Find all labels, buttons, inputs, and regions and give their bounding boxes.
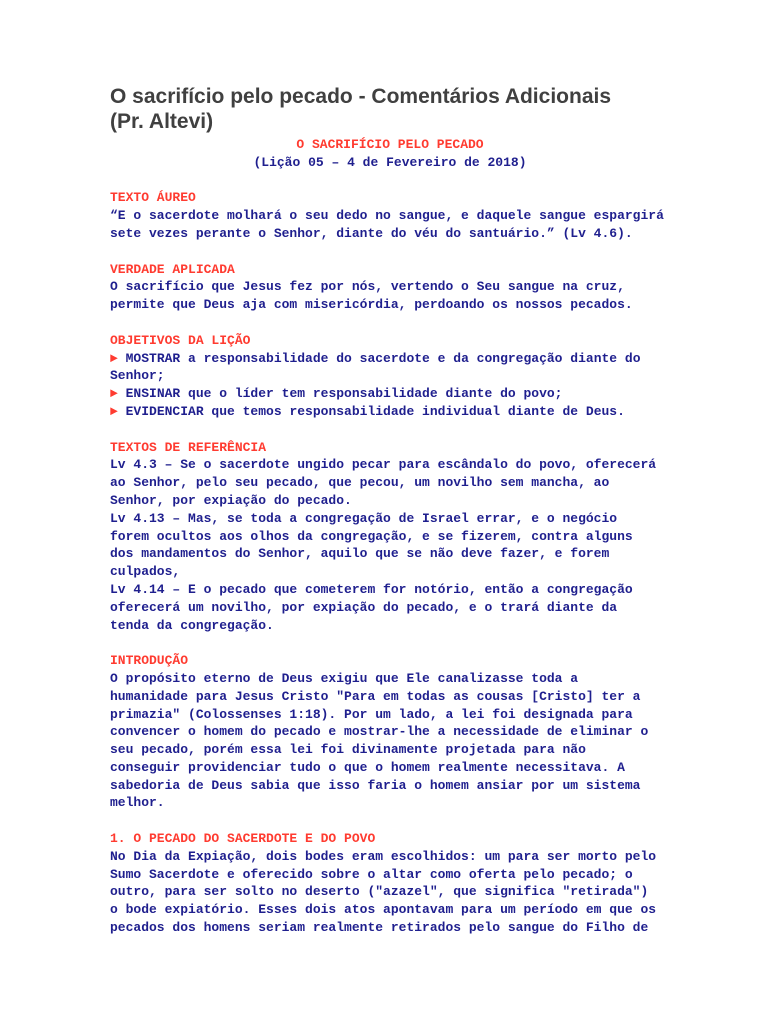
objetivo-item bbox=[110, 350, 670, 368]
referencia-line: dos mandamentos do Senhor, aquilo que se não deve fazer, e forem bbox=[110, 546, 610, 562]
referencia-line: Lv 4.14 – E o pecado que cometerem for notório, então a congregação bbox=[110, 581, 633, 597]
secao-1-line: pecados dos homens seriam realmente retirados pelo sangue do Filho de bbox=[110, 920, 649, 936]
objetivo-item bbox=[110, 403, 670, 421]
objetivo-text: EVIDENCIAR que temos responsabilidade individual diante de Deus. bbox=[117, 403, 625, 419]
document-page bbox=[110, 84, 670, 937]
texto-aureo-label: TEXTO ÁUREO bbox=[110, 190, 196, 206]
objetivo-text: ENSINAR que o líder tem responsabilidade diante do povo; bbox=[117, 386, 563, 402]
lesson-heading: O SACRIFÍCIO PELO PECADO bbox=[296, 137, 484, 152]
introducao-line: O propósito eterno de Deus exigiu que Ele canalizasse toda a bbox=[110, 670, 579, 686]
introducao-label: INTRODUÇÃO bbox=[110, 653, 189, 669]
document-title-line-1: O sacrifício pelo pecado - Comentários Adicionais bbox=[110, 85, 612, 108]
introducao-line: melhor. bbox=[110, 795, 165, 811]
verdade-aplicada-line: permite que Deus aja com misericórdia, perdoando os nossos pecados. bbox=[110, 297, 633, 313]
secao-1 bbox=[110, 830, 670, 937]
bullet-arrow-icon: ► bbox=[110, 403, 118, 419]
introducao-line: humanidade para Jesus Cristo "Para em todas as cousas [Cristo] ter a bbox=[110, 688, 641, 704]
document-title bbox=[110, 84, 670, 134]
textos-referencia-label: TEXTOS DE REFERÊNCIA bbox=[110, 439, 267, 455]
texto-aureo-section bbox=[110, 189, 670, 242]
referencia-line: ao Senhor, pelo seu pecado, que pecou, um novilho sem mancha, ao bbox=[110, 475, 610, 491]
objetivos-section bbox=[110, 332, 670, 421]
referencia-line: Lv 4.13 – Mas, se toda a congregação de Israel errar, e o negócio bbox=[110, 510, 618, 526]
objetivo-item-continuation: Senhor; bbox=[110, 368, 165, 384]
bullet-arrow-icon: ► bbox=[110, 350, 118, 366]
verdade-aplicada-line: O sacrifício que Jesus fez por nós, vertendo o Seu sangue na cruz, bbox=[110, 279, 625, 295]
referencia-line: forem ocultos aos olhos da congregação, e se fizerem, contra alguns bbox=[110, 528, 633, 544]
referencia-line: tenda da congregação. bbox=[110, 617, 274, 633]
secao-1-line: No Dia da Expiação, dois bodes eram escolhidos: um para ser morto pelo bbox=[110, 848, 657, 864]
texto-aureo-line: “E o sacerdote molhará o seu dedo no sangue, e daquele sangue espargirá bbox=[110, 208, 664, 224]
introducao-line: primazia" (Colossenses 1:18). Por um lado, a lei foi designada para bbox=[110, 706, 633, 722]
secao-1-label: 1. O PECADO DO SACERDOTE E DO POVO bbox=[110, 831, 376, 847]
document-title-line-2: (Pr. Altevi) bbox=[110, 110, 214, 133]
referencia-line: Senhor, por expiação do pecado. bbox=[110, 492, 352, 508]
texto-aureo-line: sete vezes perante o Senhor, diante do véu do santuário.” (Lv 4.6). bbox=[110, 225, 633, 241]
bullet-arrow-icon: ► bbox=[110, 386, 118, 402]
lesson-subheading: (Lição 05 – 4 de Fevereiro de 2018) bbox=[253, 154, 527, 170]
objetivo-item bbox=[110, 385, 670, 403]
secao-1-line: outro, para ser solto no deserto ("azazel", que significa "retirada") bbox=[110, 884, 649, 900]
introducao-line: conseguir providenciar tudo o que o homem realmente necessitava. A bbox=[110, 759, 625, 775]
objetivo-text: MOSTRAR a responsabilidade do sacerdote e da congregação diante do bbox=[117, 350, 641, 366]
verdade-aplicada-section bbox=[110, 261, 670, 314]
secao-1-line: o bode expiatório. Esses dois atos apontavam para um período em que os bbox=[110, 902, 657, 918]
secao-1-line: Sumo Sacerdote e oferecido sobre o altar como oferta pelo pecado; o bbox=[110, 866, 633, 882]
referencia-line: Lv 4.3 – Se o sacerdote ungido pecar para escândalo do povo, oferecerá bbox=[110, 457, 657, 473]
referencia-line: culpados, bbox=[110, 564, 181, 580]
introducao-line: convencer o homem do pecado e mostrar-lhe a necessidade de eliminar o bbox=[110, 724, 649, 740]
textos-referencia-section bbox=[110, 439, 670, 635]
objetivos-label: OBJETIVOS DA LIÇÃO bbox=[110, 332, 251, 348]
verdade-aplicada-label: VERDADE APLICADA bbox=[110, 261, 235, 277]
introducao-line: seu pecado, porém essa lei foi divinamente projetada para não bbox=[110, 742, 586, 758]
referencia-line: oferecerá um novilho, por expiação do pecado, e o trará diante da bbox=[110, 599, 618, 615]
introducao-section bbox=[110, 652, 670, 812]
introducao-line: sabedoria de Deus sabia que isso faria o homem ansiar por um sistema bbox=[110, 777, 641, 793]
